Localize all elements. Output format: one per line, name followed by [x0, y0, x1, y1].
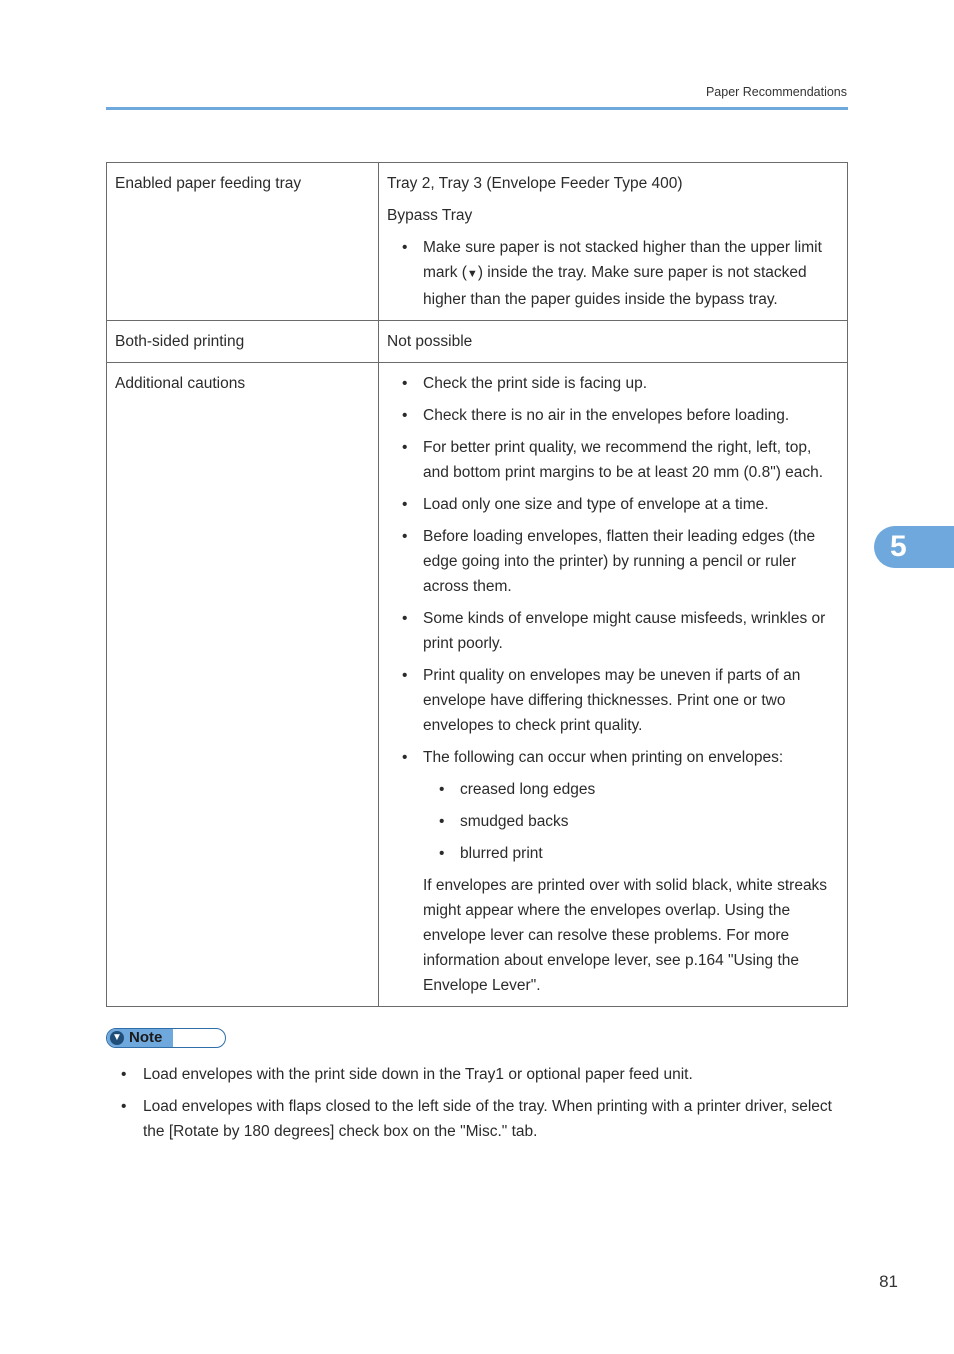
sub-list-item: • blurred print	[423, 841, 839, 866]
row-label-cautions: Additional cautions	[107, 363, 379, 1007]
row-value-feeding-tray	[379, 163, 848, 321]
header-rule	[106, 107, 848, 110]
bullet-text: ) inside the tray. Make sure paper is not stacked higher than the paper guides inside the bypass tray.	[423, 264, 807, 308]
sub-list-item: • creased long edges	[423, 777, 839, 802]
page-number: 81	[879, 1272, 898, 1291]
bullet-text: The following can occur when printing on envelopes:	[423, 749, 784, 766]
caution-paragraph: If envelopes are printed over with solid black, white streaks might appear where the envelopes overlap. Using the envelope lever can resolve these problems. For more information about envelope lever, see p.164 "Using the Envelope Lever".	[423, 877, 828, 994]
list-item: • Check there is no air in the envelopes before loading.	[387, 403, 839, 428]
chapter-number: 5	[890, 530, 907, 563]
bullet-text: Make sure paper is not stacked higher than the upper limit mark (	[423, 239, 822, 281]
list-item: • Load envelopes with flaps closed to the left side of the tray. When printing with a printer driver, select the [Rotate by 180 degrees] check box on the "Misc." tab.	[106, 1094, 851, 1144]
row-value-cautions	[379, 363, 848, 1007]
row-label-both-sided: Both-sided printing	[107, 321, 379, 363]
list-item: • Load only one size and type of envelope at a time.	[387, 492, 839, 517]
info-icon: ▼	[110, 1031, 124, 1045]
list-item: • Print quality on envelopes may be uneven if parts of an envelope have differing thicknesses. Print one or two envelopes to check print quality.	[387, 663, 839, 738]
spec-table	[106, 162, 848, 1007]
list-item	[387, 235, 839, 312]
sub-list-item: • smudged backs	[423, 809, 839, 834]
sub-list	[423, 777, 839, 866]
table-row	[107, 363, 848, 1007]
list-item: • Check the print side is facing up.	[387, 371, 839, 396]
list-item	[387, 745, 839, 866]
running-header: Paper Recommendations	[705, 85, 847, 99]
caution-list	[387, 371, 839, 866]
list-item: • Some kinds of envelope might cause misfeeds, wrinkles or print poorly.	[387, 606, 839, 656]
row-value-both-sided: Not possible	[379, 321, 848, 363]
bullet-list	[387, 235, 839, 312]
tray-line: Tray 2, Tray 3 (Envelope Feeder Type 400)	[387, 175, 683, 192]
list-item: • For better print quality, we recommend the right, left, top, and bottom print margins to be at least 20 mm (0.8") each.	[387, 435, 839, 485]
note-badge	[106, 1028, 226, 1048]
note-label: Note	[129, 1029, 163, 1046]
table-row	[107, 163, 848, 321]
list-item: • Load envelopes with the print side down in the Tray1 or optional paper feed unit.	[106, 1062, 851, 1087]
row-label-feeding-tray: Enabled paper feeding tray	[107, 163, 379, 321]
table-row	[107, 321, 848, 363]
list-item: • Before loading envelopes, flatten their leading edges (the edge going into the printer) by running a pencil or ruler across them.	[387, 524, 839, 599]
bypass-line: Bypass Tray	[387, 207, 473, 224]
note-list	[106, 1062, 851, 1151]
chapter-tab	[874, 526, 954, 568]
down-arrow-icon: ▼	[466, 268, 478, 280]
